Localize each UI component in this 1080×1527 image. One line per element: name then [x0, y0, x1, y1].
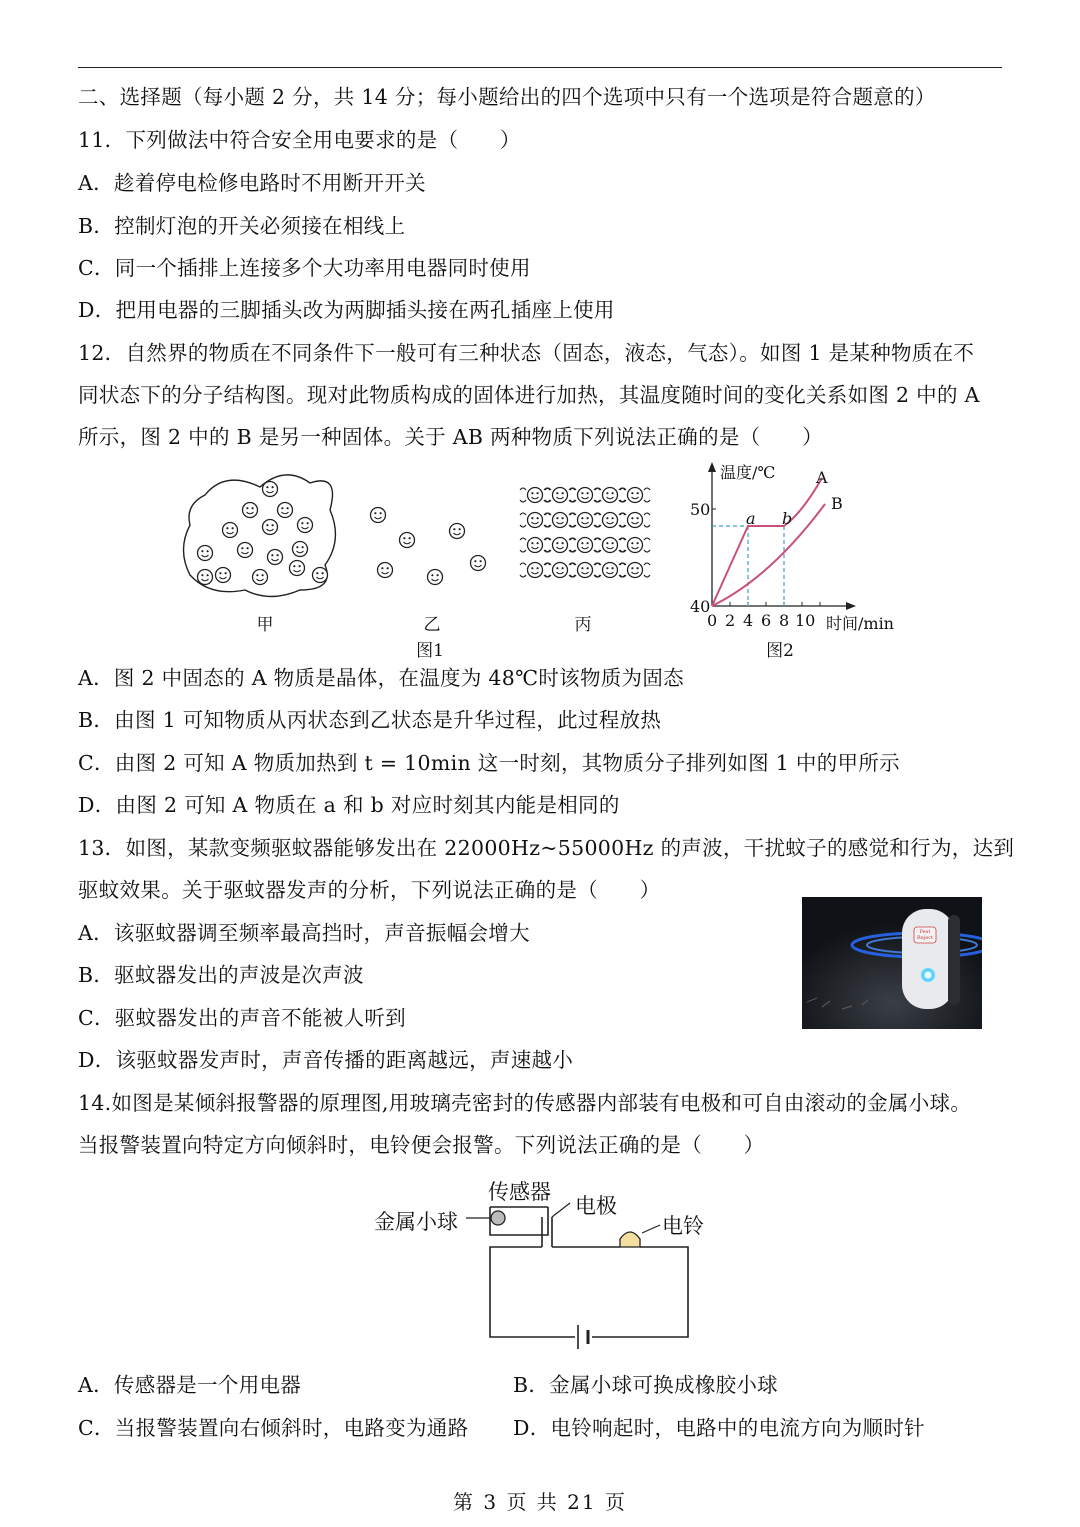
q13-stem-2: 驱蚊效果。关于驱蚊器发声的分析，下列说法正确的是（ ） [78, 878, 661, 902]
fig2-xlabel: 时间/min [826, 614, 894, 633]
fig2-point-b: b [782, 509, 793, 528]
top-rule [78, 67, 1002, 68]
q12-option-b: B．由图 1 可知物质从丙状态到乙状态是升华过程，此过程放热 [78, 708, 662, 732]
fig1-caption: 图1 [416, 641, 444, 661]
fig2-xtick-2: 2 [725, 611, 736, 630]
q13-option-d: D．该驱蚊器发声时，声音传播的距离越远，声速越小 [78, 1048, 574, 1072]
q11-option-a: A．趁着停电检修电路时不用断开开关 [78, 171, 426, 195]
fig2-curve-b-label: B [831, 494, 843, 513]
q11-option-d: D．把用电器的三脚插头改为两脚插头接在两孔插座上使用 [78, 298, 615, 322]
fig2-curve-a-label: A [816, 468, 828, 487]
repeller-illustration [802, 897, 982, 1029]
fig2-xtick-6: 6 [761, 611, 772, 630]
page-footer: 第 3 页 共 21 页 [453, 1490, 627, 1514]
fig2-xtick-10: 10 [795, 611, 816, 630]
label-electrode: 电极 [575, 1194, 617, 1218]
q12-stem-3: 所示，图 2 中的 B 是另一种固体。关于 AB 两种物质下列说法正确的是（ ） [78, 425, 823, 449]
q14-stem-1: 14.如图是某倾斜报警器的原理图,用玻璃壳密封的传感器内部装有电极和可自由滚动的金属小球。 [78, 1091, 972, 1115]
figure-2-graph [680, 458, 910, 633]
q11-stem: 11．下列做法中符合安全用电要求的是（ ） [78, 128, 521, 152]
q12-stem-1: 12．自然界的物质在不同条件下一般可有三种状态（固态，液态，气态）。如图 1 是某种物质在不 [78, 341, 975, 365]
q13-stem-1: 13．如图，某款变频驱蚊器能够发出在 22000Hz~55000Hz 的声波，干扰蚊子的感觉和行为，达到 [78, 836, 1015, 860]
mosquito-repeller-photo [802, 897, 982, 1029]
label-bell: 电铃 [662, 1214, 704, 1238]
q14-option-d: D．电铃响起时，电路中的电流方向为顺时针 [513, 1416, 925, 1440]
fig2-ytick-40: 40 [690, 597, 711, 616]
fig1-label-jia: 甲 [256, 615, 274, 635]
q14-option-a: A．传感器是一个用电器 [78, 1373, 302, 1397]
metal-ball [491, 1211, 505, 1225]
q14-option-c: C．当报警装置向右倾斜时，电路变为通路 [78, 1416, 469, 1440]
q12-option-a: A．图 2 中固态的 A 物质是晶体，在温度为 48℃时该物质为固态 [78, 666, 684, 690]
q13-option-b: B．驱蚊器发出的声波是次声波 [78, 963, 364, 987]
fig2-caption: 图2 [766, 641, 794, 661]
q12-option-c: C．由图 2 可知 A 物质加热到 t = 10min 这一时刻，其物质分子排列如图 1 中的甲所示 [78, 751, 900, 775]
solid-lattice [520, 488, 650, 578]
q14-stem-2: 当报警装置向特定方向倾斜时，电铃便会报警。下列说法正确的是（ ） [78, 1133, 765, 1157]
q12-option-d: D．由图 2 可知 A 物质在 a 和 b 对应时刻其内能是相同的 [78, 793, 620, 817]
figure-1-molecules [175, 465, 675, 605]
fig2-ytick-50: 50 [690, 500, 711, 519]
q12-stem-2: 同状态下的分子结构图。现对此物质构成的固体进行加热，其温度随时间的变化关系如图 2 中的 A [78, 383, 980, 407]
fig1-label-yi: 乙 [423, 615, 441, 635]
q11-option-c: C．同一个插排上连接多个大功率用电器同时使用 [78, 256, 531, 280]
q13-option-c: C．驱蚊器发出的声音不能被人听到 [78, 1006, 406, 1030]
section-header: 二、选择题（每小题 2 分，共 14 分；每小题给出的四个选项中只有一个选项是符合题意的） [78, 85, 936, 109]
bell-icon [620, 1232, 640, 1247]
q11-option-b: B．控制灯泡的开关必须接在相线上 [78, 214, 406, 238]
q14-option-b: B．金属小球可换成橡胶小球 [513, 1373, 778, 1397]
fig2-point-a: a [746, 509, 756, 528]
label-metal-ball: 金属小球 [374, 1210, 458, 1234]
fig2-xtick-8: 8 [779, 611, 790, 630]
fig2-xtick-4: 4 [743, 611, 754, 630]
label-sensor: 传感器 [488, 1180, 551, 1204]
fig2-xtick-0: 0 [707, 611, 718, 630]
device-brand-text: Pest Reject [916, 929, 934, 941]
fig2-ylabel: 温度/℃ [720, 463, 776, 482]
q13-option-a: A．该驱蚊器调至频率最高挡时，声音振幅会增大 [78, 921, 530, 945]
fig1-label-bing: 丙 [574, 615, 592, 635]
